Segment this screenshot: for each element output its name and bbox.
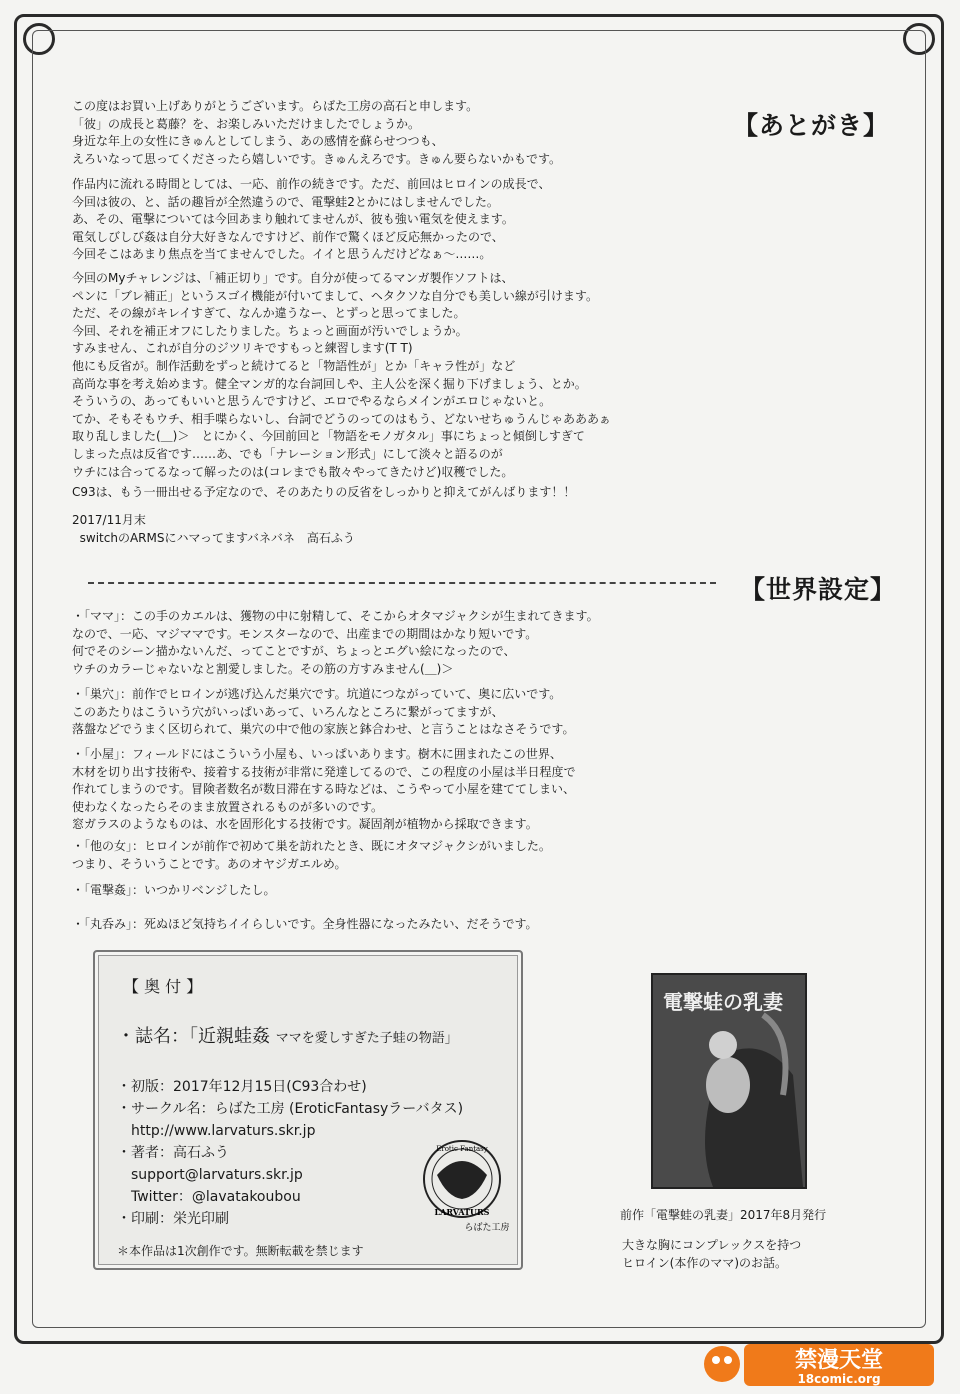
afterword-paragraph: 今回のMyチャレンジは、「補正切り」です。自分が使ってるマンガ製作ソフトは、 ペンに「ブレ補正」というスゴイ機能が付いてまして、ヘタクソな自分でも美しい線が引けます。 ただ、その線がキレイすぎて、なんか違うなー、とずっと思ってました。 今回、それを補正オフにしたりました。ちょっと画面が汚いでしょうか。 すみません、これが自分のジツリキですもっと練習します(T T) bbox=[72, 271, 598, 356]
cover-title: 電撃蛙の乳妻 bbox=[663, 990, 783, 1014]
watermark-brand: 禁漫天堂 bbox=[794, 1348, 884, 1373]
afterword-paragraph: 作品内に流れる時間としては、一応、前作の続きです。ただ、前回はヒロインの成長で、 今回は彼の、と、話の趣旨が全然違うので、電撃蛙2とかにはしませんでした。 あ、その、電撃については今回あまり触れてませんが、彼も強い電気を使えます。 電気しびしび姦は自分大好きなんですけど、前作で驚くほど反応無かったので、 今回そこはあまり焦点を当てませんでした。イイと思うんだけどなぁ～……。 bbox=[72, 177, 551, 262]
seal-main-text: LARVATURS bbox=[434, 1207, 490, 1217]
colophon-line: ・印刷：栄光印刷 bbox=[117, 1211, 229, 1227]
world-paragraph: ・「小屋」：フィールドにはこういう小屋も、いっぱいあります。樹木に囲まれたこの世界、 木材を切り出す技術や、接着する技術が非常に発達してるので、この程度の小屋は半日程度で 作れてしまうのです。冒険者数名が数日滞在する時などは、こうやって小屋を建ててしまい、 使わなくなったらそのまま放置されるものが多いのです。 窓ガラスのようなものは、水を固形化する技術です。凝固剤が植物から採取できます。 bbox=[72, 747, 576, 832]
section-divider bbox=[88, 582, 716, 584]
world-paragraph: ・「電撃姦」：いつかリベンジしたし。 bbox=[72, 883, 276, 897]
seal-name-text: らばた工房 bbox=[464, 1223, 510, 1232]
afterword-paragraph: この度はお買い上げありがとうございます。らばた工房の高石と申します。 「彼」の成長と葛藤？を、お楽しみいただけましたでしょうか。 身近な年上の女性にきゅんとしてしまう、あの感情を蘇らせつつも、 えろいなって思ってくださったら嬉しいです。きゅんえろです。きゅん要らないかもです。 bbox=[72, 99, 562, 166]
previous-work-description: 大きな胸にコンプレックスを持つ ヒロイン(本作のママ)のお話。 bbox=[622, 1238, 802, 1270]
colophon-line: ・著者：高石ふう bbox=[117, 1145, 229, 1161]
seal-top-text: Erotic Fantasy bbox=[436, 1145, 488, 1153]
afterword-paragraph: 他にも反省が。制作活動をずっと続けてると「物語性が」とか「キャラ性が」など 高尚な事を考え始めます。健全マンガ的な台詞回しや、主人公を深く掘り下げましょう、とか。 そういうの、あってもいいと思うんですけど、エロでやるならメインがエロじゃないと。 てか、そもそもウチ、相手喋らないし、台詞でどうのってのはもう、どないせちゅうんじゃあああぁ 取り乱しました(＿)＞ とにかく、今回前回と「物語をモノガタル」事にちょっと傾倒しすぎて しまった点は反省です……あ、でも「ナレーション形式」にして淡々と語るのが ウチには合ってるなって解ったのは(コレまでも散々やってきたけど)収穫でした。 bbox=[72, 359, 611, 479]
previous-work-caption: 前作「電撃蛙の乳妻」2017年8月発行 bbox=[620, 1208, 827, 1222]
world-paragraph: ・「他の女」：ヒロインが前作で初めて巣を訪れたとき、既にオタマジャクシがいました。 つまり、そういうことです。あのオヤジガエルめ。 bbox=[72, 839, 551, 871]
circle-seal-logo bbox=[407, 1137, 517, 1232]
colophon-box bbox=[93, 950, 523, 1270]
world-heading: 【世界設定】 bbox=[740, 575, 897, 604]
cover-illustration bbox=[653, 975, 805, 1187]
colophon-twitter: Twitter：@lavatakoubou bbox=[117, 1189, 301, 1205]
colophon-url: http://www.larvaturs.skr.jp bbox=[117, 1123, 316, 1139]
colophon-title: 【 奥 付 】 bbox=[123, 977, 203, 996]
afterword-heading: 【あとがき】 bbox=[733, 111, 890, 140]
world-paragraph: ・「丸呑み」：死ぬほど気持ちイイらしいです。全身性器になったみたい、だそうです。 bbox=[72, 917, 538, 931]
previous-work-cover bbox=[651, 973, 807, 1189]
colophon-magazine-subtitle: ママを愛しすぎた子蛙の物語」 bbox=[275, 1031, 458, 1046]
world-paragraph: ・「巣穴」：前作でヒロインが逃げ込んだ巣穴です。坑道につながっていて、奥に広いです。 このあたりはこういう穴がいっぱいあって、いろんなところに繋がってますが、 落盤などでうまく区切られて、巣穴の中で他の家族と鉢合わせ、と言うことはなさそうです。 bbox=[72, 687, 575, 737]
afterword-signature: 2017/11月末 switchのARMSにハマってますバネバネ 高石ふう bbox=[72, 513, 355, 545]
world-paragraph: ・「ママ」：この手のカエルは、獲物の中に射精して、そこからオタマジャクシが生まれてきます。 なので、一応、マジママです。モンスターなので、出産までの期間はかなり短いです。 何でそのシーン描かないんだ、ってことですが、ちょっとエグい絵になったので、 ウチのカラーじゃないなと割愛しました。その筋の方すみません(＿)＞ bbox=[72, 609, 599, 676]
colophon-notice: ＊本作品は1次創作です。無断転載を禁じます bbox=[117, 1244, 364, 1258]
colophon-email: support@larvaturs.skr.jp bbox=[117, 1167, 303, 1183]
watermark-url: 18comic.org bbox=[797, 1372, 881, 1386]
watermark-logo bbox=[700, 1340, 940, 1390]
colophon-magazine bbox=[117, 1022, 458, 1048]
afterword-paragraph: C93は、もう一冊出せる予定なので、そのあたりの反省をしっかりと抑えてがんばります！！ bbox=[72, 485, 576, 499]
colophon-magazine-label: ・誌名：「近親蛙姦 bbox=[117, 1026, 270, 1047]
colophon-line: ・初版：2017年12月15日(C93合わせ) bbox=[117, 1079, 367, 1095]
colophon-line: ・サークル名：らばた工房 (EroticFantasyラーバタス) bbox=[117, 1101, 464, 1117]
